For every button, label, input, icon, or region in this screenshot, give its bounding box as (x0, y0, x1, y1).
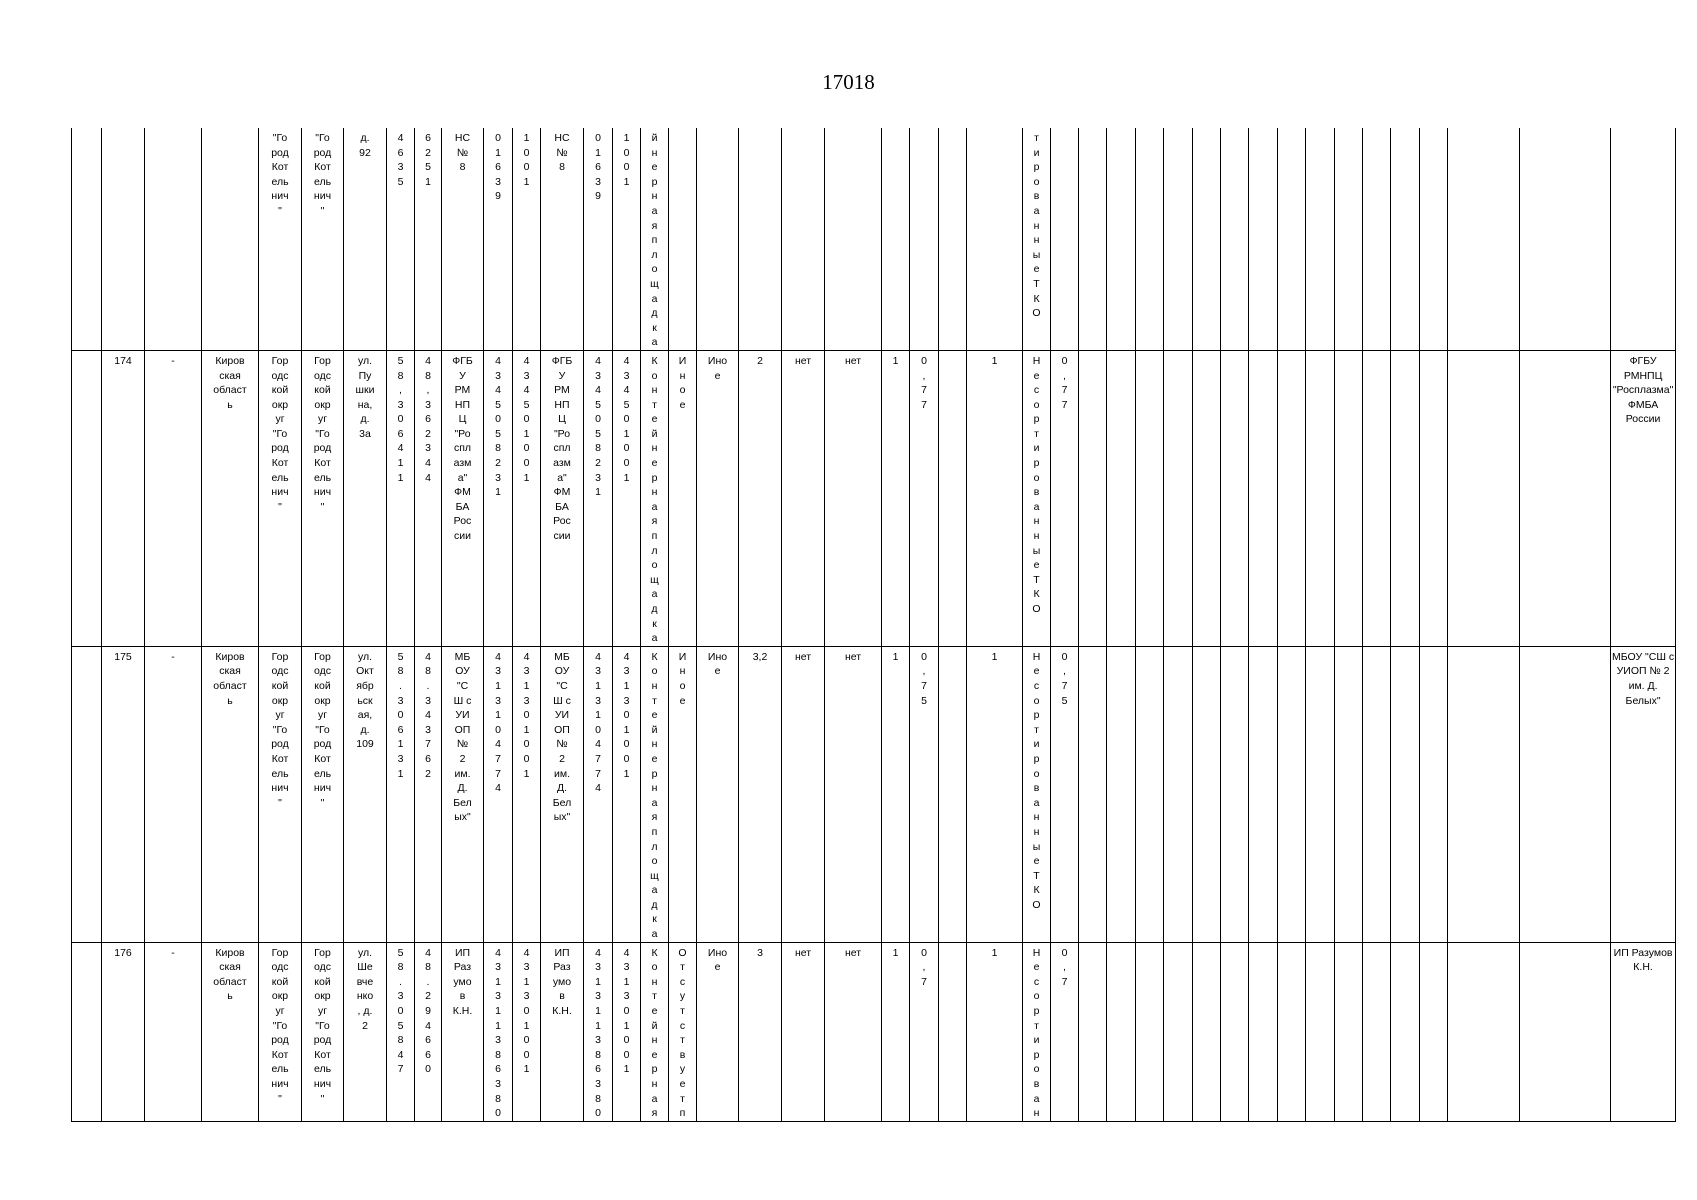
table-cell (882, 942, 910, 1121)
table-cell (782, 350, 825, 646)
table-cell (1448, 128, 1520, 350)
table-cell (1306, 646, 1335, 942)
table-cell (1278, 128, 1306, 350)
cell-text: 4 3 1 3 1 1 3 8 6 3 8 0 (595, 946, 601, 1120)
table-cell (1193, 942, 1221, 1121)
cell-text: 5 8 . 3 0 6 1 3 1 (397, 650, 404, 780)
table-cell (1193, 646, 1221, 942)
table-cell (697, 350, 739, 646)
table-cell (825, 350, 882, 646)
table-cell (1420, 350, 1448, 646)
table-cell (669, 942, 697, 1121)
cell-text: ул. Ше вче нко , д. 2 (356, 946, 374, 1032)
cell-text: НС № 8 (454, 132, 471, 174)
table-cell (1335, 350, 1363, 646)
cell-text: ИП Раз умо в К.Н. (552, 946, 572, 1018)
table-cell (1278, 942, 1306, 1121)
table-cell (513, 942, 541, 1121)
table-cell (387, 646, 415, 942)
table-cell (1611, 646, 1676, 942)
cell-text: 4 3 1 3 0 1 0 0 1 (623, 946, 630, 1076)
cell-text: 1 (892, 946, 899, 959)
table-cell (344, 942, 387, 1121)
cell-text: Киров ская област ь (213, 354, 247, 411)
cell-text: Гор одс кой окр уг "Го род Кот ель нич " (313, 354, 332, 513)
cell-text: нет (794, 650, 812, 663)
table-cell (344, 646, 387, 942)
cell-text: О т с у т с т в у е т п (678, 946, 687, 1120)
cell-text: - (171, 650, 175, 663)
table-cell (613, 350, 641, 646)
table-cell (882, 350, 910, 646)
table-cell (967, 646, 1023, 942)
cell-text: Гор одс кой окр уг "Го род Кот ель нич " (271, 946, 289, 1105)
table-cell (513, 350, 541, 646)
table-cell (1363, 128, 1391, 350)
table-cell (1136, 128, 1164, 350)
cell-text: нет (844, 650, 862, 663)
cell-text: Н е с о р т и р о в а н (1032, 946, 1041, 1120)
table-cell (967, 350, 1023, 646)
table-cell (584, 128, 613, 350)
cell-text: т и р о в а н н ы е Т К О (1032, 132, 1041, 320)
cell-text: нет (844, 946, 862, 959)
table-cell (259, 646, 302, 942)
table-cell (1363, 942, 1391, 1121)
cell-text: 4 3 4 5 0 5 8 2 3 1 (495, 354, 501, 499)
cell-text: 0 , 7 7 (921, 354, 927, 411)
table-cell (782, 128, 825, 350)
table-cell (1448, 350, 1520, 646)
cell-text: ИП Раз умо в К.Н. (452, 946, 473, 1018)
table-cell (1611, 350, 1676, 646)
table-cell (513, 646, 541, 942)
cell-text: нет (794, 354, 812, 367)
table-cell (1107, 646, 1136, 942)
page-number: 17018 (822, 70, 875, 94)
cell-text: ФГБ У РМ НП Ц "Ро спл азм а" ФМ БА Рос сии (551, 354, 573, 543)
cell-text: Киров ская област ь (213, 650, 247, 707)
table-cell (1107, 350, 1136, 646)
table-cell (102, 942, 145, 1121)
table-cell (910, 942, 939, 1121)
cell-text: Гор одс кой окр уг "Го род Кот ель нич " (313, 650, 332, 809)
table-cell (1079, 128, 1107, 350)
cell-text: ул. Окт ябр ьск ая, д. 109 (356, 650, 374, 751)
table-cell (484, 646, 513, 942)
cell-text: 175 (114, 650, 132, 663)
table-cell (484, 128, 513, 350)
table-cell (145, 128, 202, 350)
table-cell (302, 942, 344, 1121)
registry-table (71, 128, 1676, 1122)
cell-text: 0 1 6 3 9 (595, 132, 601, 203)
table-cell (1249, 350, 1278, 646)
table-cell (739, 646, 782, 942)
table-cell (825, 942, 882, 1121)
cell-text: й н е р н а я п л о щ а д к а (650, 132, 659, 349)
table-cell (641, 350, 669, 646)
table-cell (1520, 942, 1611, 1121)
table-cell (415, 128, 442, 350)
table-cell (415, 942, 442, 1121)
cell-text: Ино е (707, 650, 728, 678)
table-cell (910, 646, 939, 942)
table-cell (641, 646, 669, 942)
table-cell (1079, 942, 1107, 1121)
table-cell (1278, 350, 1306, 646)
cell-text: 4 3 1 3 0 1 0 0 1 (523, 946, 530, 1076)
table-cell (697, 128, 739, 350)
cell-text: д. 92 (359, 132, 371, 159)
table-cell (72, 646, 102, 942)
cell-text: 3,2 (752, 650, 768, 663)
table-cell (541, 646, 584, 942)
table-cell (939, 128, 967, 350)
cell-text: 5 8 . 3 0 5 8 4 7 (397, 946, 404, 1076)
table-cell (1420, 128, 1448, 350)
table-cell (541, 128, 584, 350)
cell-text: 4 3 4 5 0 5 8 2 3 1 (595, 354, 601, 499)
table-cell (1611, 942, 1676, 1121)
table-cell (442, 350, 484, 646)
cell-text: ул. Пу шки на, д. 3а (355, 354, 375, 440)
table-cell (202, 646, 259, 942)
table-cell (782, 942, 825, 1121)
cell-text: 5 8 , 3 0 6 4 1 1 (397, 354, 404, 484)
table-cell (1306, 350, 1335, 646)
table-cell (584, 646, 613, 942)
table-cell (1164, 942, 1193, 1121)
table-cell (442, 128, 484, 350)
cell-text: ИП Разумов К.Н. (1613, 946, 1673, 974)
table-cell (1193, 350, 1221, 646)
table-cell (939, 942, 967, 1121)
cell-text: - (171, 946, 175, 959)
table-cell (1136, 942, 1164, 1121)
cell-text: 0 , 7 7 (1061, 354, 1068, 411)
table-cell (1306, 128, 1335, 350)
table-cell (1221, 942, 1249, 1121)
table-cell (72, 128, 102, 350)
table-cell (882, 646, 910, 942)
table-cell (513, 128, 541, 350)
table-cell (739, 350, 782, 646)
table-row (72, 942, 1676, 1121)
cell-text: 4 8 . 2 9 4 6 6 0 (425, 946, 431, 1076)
cell-text: 4 3 1 3 1 1 3 8 6 3 8 0 (495, 946, 501, 1120)
table-cell (641, 128, 669, 350)
table-cell (641, 942, 669, 1121)
cell-text: 176 (114, 946, 132, 959)
cell-text: 4 8 . 3 4 3 7 6 2 (425, 650, 431, 780)
table-cell (541, 350, 584, 646)
table-row (72, 646, 1676, 942)
cell-text: 4 3 1 3 0 1 0 0 1 (623, 650, 630, 780)
table-cell (302, 350, 344, 646)
cell-text: 0 , 7 (921, 946, 927, 988)
cell-text: 6 2 5 1 (425, 132, 431, 188)
cell-text: ФГБУ РМНПЦ "Росплазма" ФМБА России (1612, 354, 1674, 426)
cell-text: 1 (991, 650, 998, 663)
cell-text: 4 3 1 3 1 0 4 7 7 4 (595, 650, 601, 795)
table-cell (1023, 942, 1051, 1121)
table-cell (669, 350, 697, 646)
table-cell (387, 128, 415, 350)
table-cell (72, 942, 102, 1121)
table-cell (1391, 646, 1420, 942)
table-cell (1448, 646, 1520, 942)
cell-text: Гор одс кой окр уг "Го род Кот ель нич " (271, 650, 289, 809)
table-cell (669, 646, 697, 942)
table-cell (1193, 128, 1221, 350)
table-cell (1051, 128, 1079, 350)
table-cell (1335, 646, 1363, 942)
table-row (72, 128, 1676, 350)
table-cell (415, 350, 442, 646)
table-cell (1363, 350, 1391, 646)
table-cell (1391, 350, 1420, 646)
table-cell (1420, 646, 1448, 942)
table-cell (697, 942, 739, 1121)
table-cell (202, 128, 259, 350)
cell-text: 1 (991, 946, 998, 959)
cell-text: 1 (892, 354, 899, 367)
table-cell (825, 128, 882, 350)
table-cell (1164, 646, 1193, 942)
table-cell (910, 350, 939, 646)
cell-text: "Го род Кот ель нич " (271, 132, 289, 217)
table-cell (613, 646, 641, 942)
table-cell (202, 350, 259, 646)
cell-text: 174 (114, 354, 132, 367)
table-row (72, 350, 1676, 646)
table-cell (259, 350, 302, 646)
table-cell (202, 942, 259, 1121)
table-cell (1023, 128, 1051, 350)
cell-text: 4 3 1 3 1 0 4 7 7 4 (495, 650, 501, 795)
table-cell (1023, 350, 1051, 646)
table-cell (1335, 942, 1363, 1121)
table-cell (967, 128, 1023, 350)
cell-text: МБ ОУ "С Ш с УИ ОП № 2 им. Д. Бел ых" (453, 650, 472, 824)
table-cell (72, 350, 102, 646)
table-cell (967, 942, 1023, 1121)
cell-text: 1 (991, 354, 998, 367)
table-cell (1221, 350, 1249, 646)
table-cell (1249, 646, 1278, 942)
table-cell (1363, 646, 1391, 942)
table-cell (1023, 646, 1051, 942)
cell-text: нет (844, 354, 862, 367)
cell-text: К о н т е й н е р н а я п л о щ а д к а (650, 354, 659, 645)
cell-text: нет (794, 946, 812, 959)
table-cell (1278, 646, 1306, 942)
cell-text: К о н т е й н е р н а я п л о щ а д к а (650, 650, 659, 941)
table-cell (825, 646, 882, 942)
table-cell (1391, 128, 1420, 350)
table-cell (387, 942, 415, 1121)
table-cell (669, 128, 697, 350)
table-cell (1136, 350, 1164, 646)
table-cell (1051, 350, 1079, 646)
table-cell (1221, 128, 1249, 350)
table-cell (584, 350, 613, 646)
table-cell (613, 128, 641, 350)
table-cell (1164, 128, 1193, 350)
cell-text: Ино е (707, 946, 728, 974)
cell-text: Ино е (707, 354, 728, 382)
table-cell (910, 128, 939, 350)
table-cell (1611, 128, 1676, 350)
cell-text: Гор одс кой окр уг "Го род Кот ель нич " (271, 354, 289, 513)
table-cell (739, 128, 782, 350)
table-cell (302, 128, 344, 350)
cell-text: МБ ОУ "С Ш с УИ ОП № 2 им. Д. Бел ых" (552, 650, 572, 824)
cell-text: 4 3 1 3 0 1 0 0 1 (523, 650, 530, 780)
cell-text: Н е с о р т и р о в а н н ы е Т К О (1032, 354, 1041, 615)
table-cell (697, 646, 739, 942)
cell-text: 0 , 7 5 (1061, 650, 1068, 707)
table-cell (102, 128, 145, 350)
table-cell (415, 646, 442, 942)
cell-text: И н о е (678, 354, 687, 411)
table-cell (1107, 128, 1136, 350)
cell-text: 3 (757, 946, 763, 959)
cell-text: Киров ская област ь (213, 946, 247, 1003)
cell-text: МБОУ "СШ с УИОП № 2 им. Д. Белых" (1612, 650, 1675, 707)
cell-text: Н е с о р т и р о в а н н ы е Т К О (1032, 650, 1041, 911)
table-cell (102, 646, 145, 942)
cell-text: Гор одс кой окр уг "Го род Кот ель нич " (313, 946, 332, 1105)
table-cell (1221, 646, 1249, 942)
table-cell (939, 646, 967, 942)
cell-text: И н о е (678, 650, 687, 707)
cell-text: 4 6 3 5 (397, 132, 404, 188)
table-cell (259, 128, 302, 350)
table-cell (541, 942, 584, 1121)
table-cell (145, 646, 202, 942)
table-cell (484, 350, 513, 646)
table-cell (442, 942, 484, 1121)
table-cell (1079, 350, 1107, 646)
cell-text: 1 0 0 1 (623, 132, 630, 188)
table-cell (1391, 942, 1420, 1121)
table-cell (387, 350, 415, 646)
cell-text: 4 3 4 5 0 1 0 0 1 (523, 354, 530, 484)
table-cell (1306, 942, 1335, 1121)
table-cell (145, 350, 202, 646)
cell-text: НС № 8 (554, 132, 570, 174)
cell-text: 0 , 7 5 (921, 650, 927, 707)
table-cell (1136, 646, 1164, 942)
table-cell (1420, 942, 1448, 1121)
table-cell (939, 350, 967, 646)
table-cell (1051, 646, 1079, 942)
table-cell (302, 646, 344, 942)
registry-table-body (72, 128, 1676, 1121)
table-cell (259, 942, 302, 1121)
cell-text: 0 , 7 (1061, 946, 1068, 988)
cell-text: 0 1 6 3 9 (495, 132, 501, 203)
table-cell (1520, 350, 1611, 646)
table-cell (1249, 128, 1278, 350)
table-cell (1520, 646, 1611, 942)
table-cell (1335, 128, 1363, 350)
table-cell (1520, 128, 1611, 350)
table-cell (1107, 942, 1136, 1121)
table-cell (782, 646, 825, 942)
table-cell (442, 646, 484, 942)
table-cell (344, 128, 387, 350)
table-cell (584, 942, 613, 1121)
table-cell (1051, 942, 1079, 1121)
cell-text: "Го род Кот ель нич " (313, 132, 332, 217)
table-cell (484, 942, 513, 1121)
table-cell (1079, 646, 1107, 942)
table-cell (1249, 942, 1278, 1121)
table-cell (1164, 350, 1193, 646)
cell-text: 4 3 4 5 0 1 0 0 1 (623, 354, 630, 484)
table-cell (1448, 942, 1520, 1121)
table-cell (344, 350, 387, 646)
cell-text: 1 (892, 650, 899, 663)
table-cell (102, 350, 145, 646)
cell-text: 1 0 0 1 (523, 132, 530, 188)
cell-text: - (171, 354, 175, 367)
table-cell (739, 942, 782, 1121)
cell-text: 2 (757, 354, 763, 367)
cell-text: К о н т е й н е р н а я (651, 946, 658, 1120)
table-cell (882, 128, 910, 350)
cell-text: 4 8 , 3 6 2 3 4 4 (425, 354, 431, 484)
table-cell (145, 942, 202, 1121)
table-cell (613, 942, 641, 1121)
cell-text: ФГБ У РМ НП Ц "Ро спл азм а" ФМ БА Рос сии (452, 354, 473, 543)
